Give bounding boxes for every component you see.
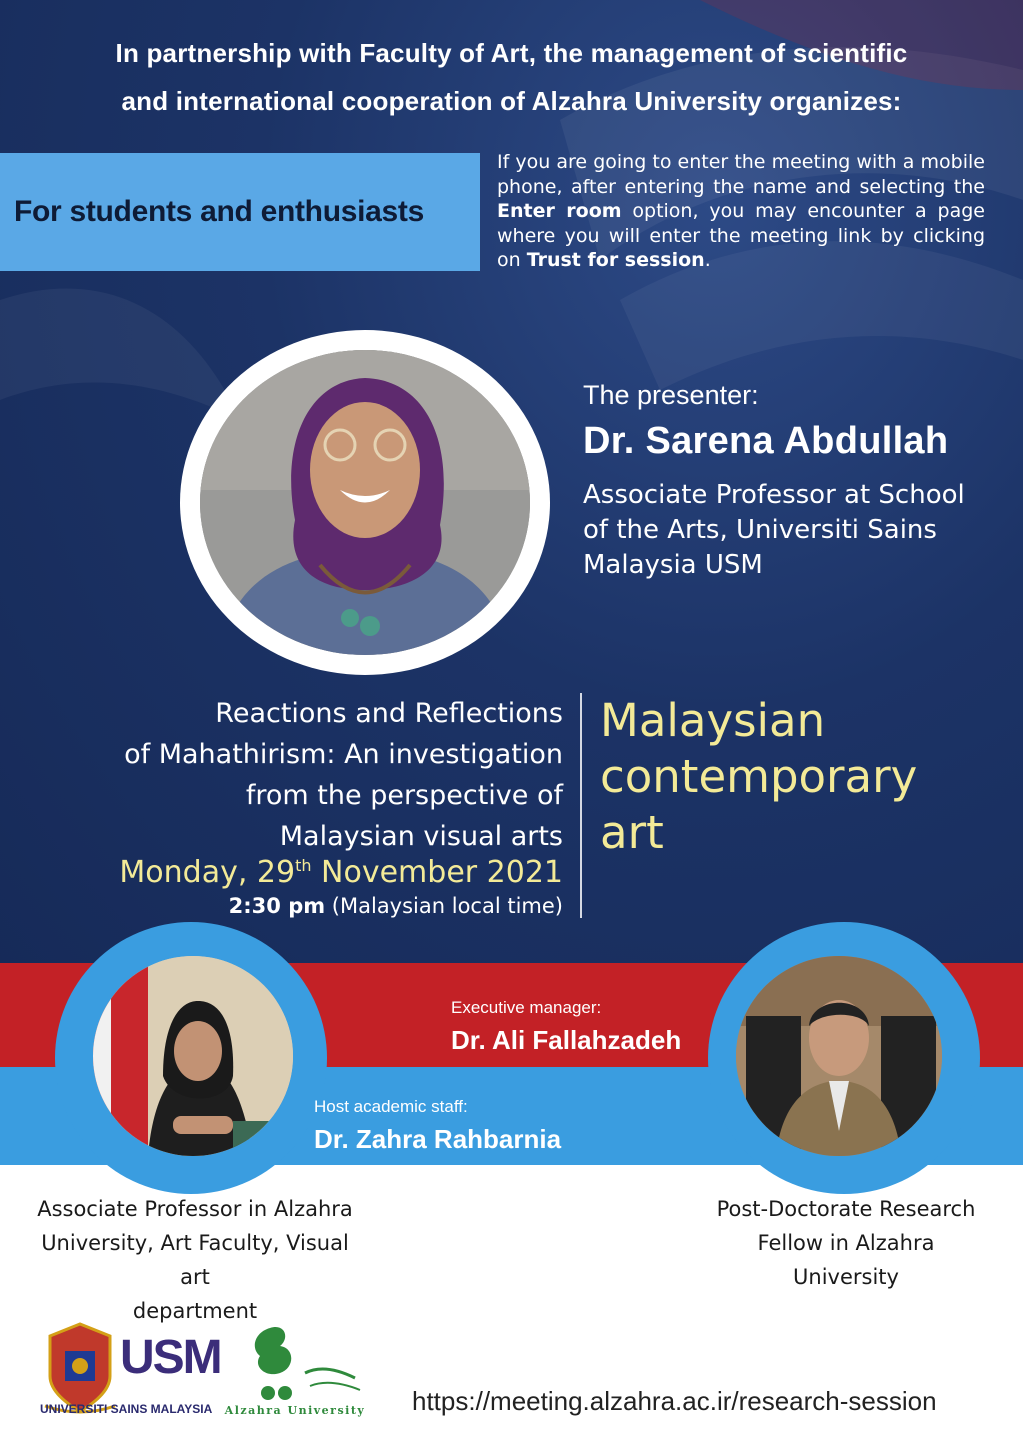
- usm-logo-mark: USM: [120, 1331, 221, 1384]
- executive-name: Dr. Ali Fallahzadeh: [451, 1025, 682, 1055]
- talk-time-zone: (Malaysian local time): [325, 894, 563, 918]
- usm-logo-text: UNIVERSITI SAINS MALAYSIA: [40, 1402, 213, 1416]
- audience-banner: [0, 153, 480, 271]
- executive-description-line: University: [793, 1265, 899, 1289]
- talk-date-day: Monday, 29: [119, 855, 296, 890]
- host-description: [25, 1192, 365, 1328]
- talk-title-line: Malaysian visual arts: [279, 821, 563, 852]
- executive-description-line: Post-Doctorate Research: [716, 1197, 976, 1221]
- executive-description: [700, 1192, 992, 1294]
- executive-label: Executive manager:: [451, 998, 602, 1017]
- topic-line: art: [600, 806, 664, 859]
- host-description-line: Associate Professor in Alzahra: [37, 1197, 353, 1221]
- talk-title-line: from the perspective of: [245, 780, 563, 811]
- alzahra-logo-icon: [235, 1318, 375, 1408]
- mobile-note-text-2: option, you may encounter a page where you will enter the meeting link by clicking on: [497, 200, 985, 271]
- topic-line: Malaysian: [600, 694, 826, 747]
- presenter-photo: [200, 350, 530, 655]
- header-line-1: In partnership with Faculty of Art, the management of scientific: [115, 38, 908, 68]
- talk-date-month-year: November 2021: [311, 855, 563, 890]
- host-description-line: department: [132, 1299, 258, 1323]
- presenter-label: The presenter:: [583, 380, 759, 410]
- presenter-name: Dr. Sarena Abdullah: [583, 420, 949, 462]
- host-photo: [93, 956, 293, 1156]
- mobile-note-text-3: .: [704, 249, 711, 271]
- alzahra-logo-text: Alzahra University: [224, 1404, 366, 1417]
- topic-heading: [600, 693, 1000, 861]
- talk-date: [100, 855, 563, 890]
- host-label: Host academic staff:: [314, 1097, 468, 1116]
- header-line-2: and international cooperation of Alzahra University organizes:: [121, 86, 902, 116]
- talk-date-suffix: th: [295, 856, 312, 875]
- talk-title-line: of Mahathirism: An investigation: [124, 739, 563, 770]
- vertical-divider: [580, 693, 582, 918]
- talk-time-value: 2:30 pm: [228, 894, 326, 918]
- executive-photo: [736, 956, 942, 1156]
- presenter-role: [583, 478, 1003, 583]
- host-description-line: University, Art Faculty, Visual art: [41, 1231, 349, 1289]
- topic-line: contemporary: [600, 750, 918, 803]
- audience-text: For students and enthusiasts: [14, 195, 424, 228]
- host-name: Dr. Zahra Rahbarnia: [314, 1124, 562, 1154]
- enter-room-option-text: Enter room: [497, 200, 622, 222]
- presenter-role-line: of the Arts, Universiti Sains: [583, 515, 937, 545]
- mobile-note-text-1: If you are going to enter the meeting with a mobile phone, after entering the name and selecting the: [497, 151, 985, 198]
- presenter-role-line: Associate Professor at School: [583, 480, 965, 510]
- talk-title-line: Reactions and Reflections: [215, 698, 563, 729]
- meeting-link[interactable]: https://meeting.alzahra.ac.ir/research-session: [412, 1386, 937, 1416]
- talk-title: [100, 693, 563, 857]
- executive-description-line: Fellow in Alzahra: [757, 1231, 935, 1255]
- talk-time: [100, 894, 563, 918]
- trust-for-session-text: Trust for session: [526, 249, 705, 271]
- presenter-role-line: Malaysia USM: [583, 550, 763, 580]
- mobile-instructions: [497, 150, 985, 273]
